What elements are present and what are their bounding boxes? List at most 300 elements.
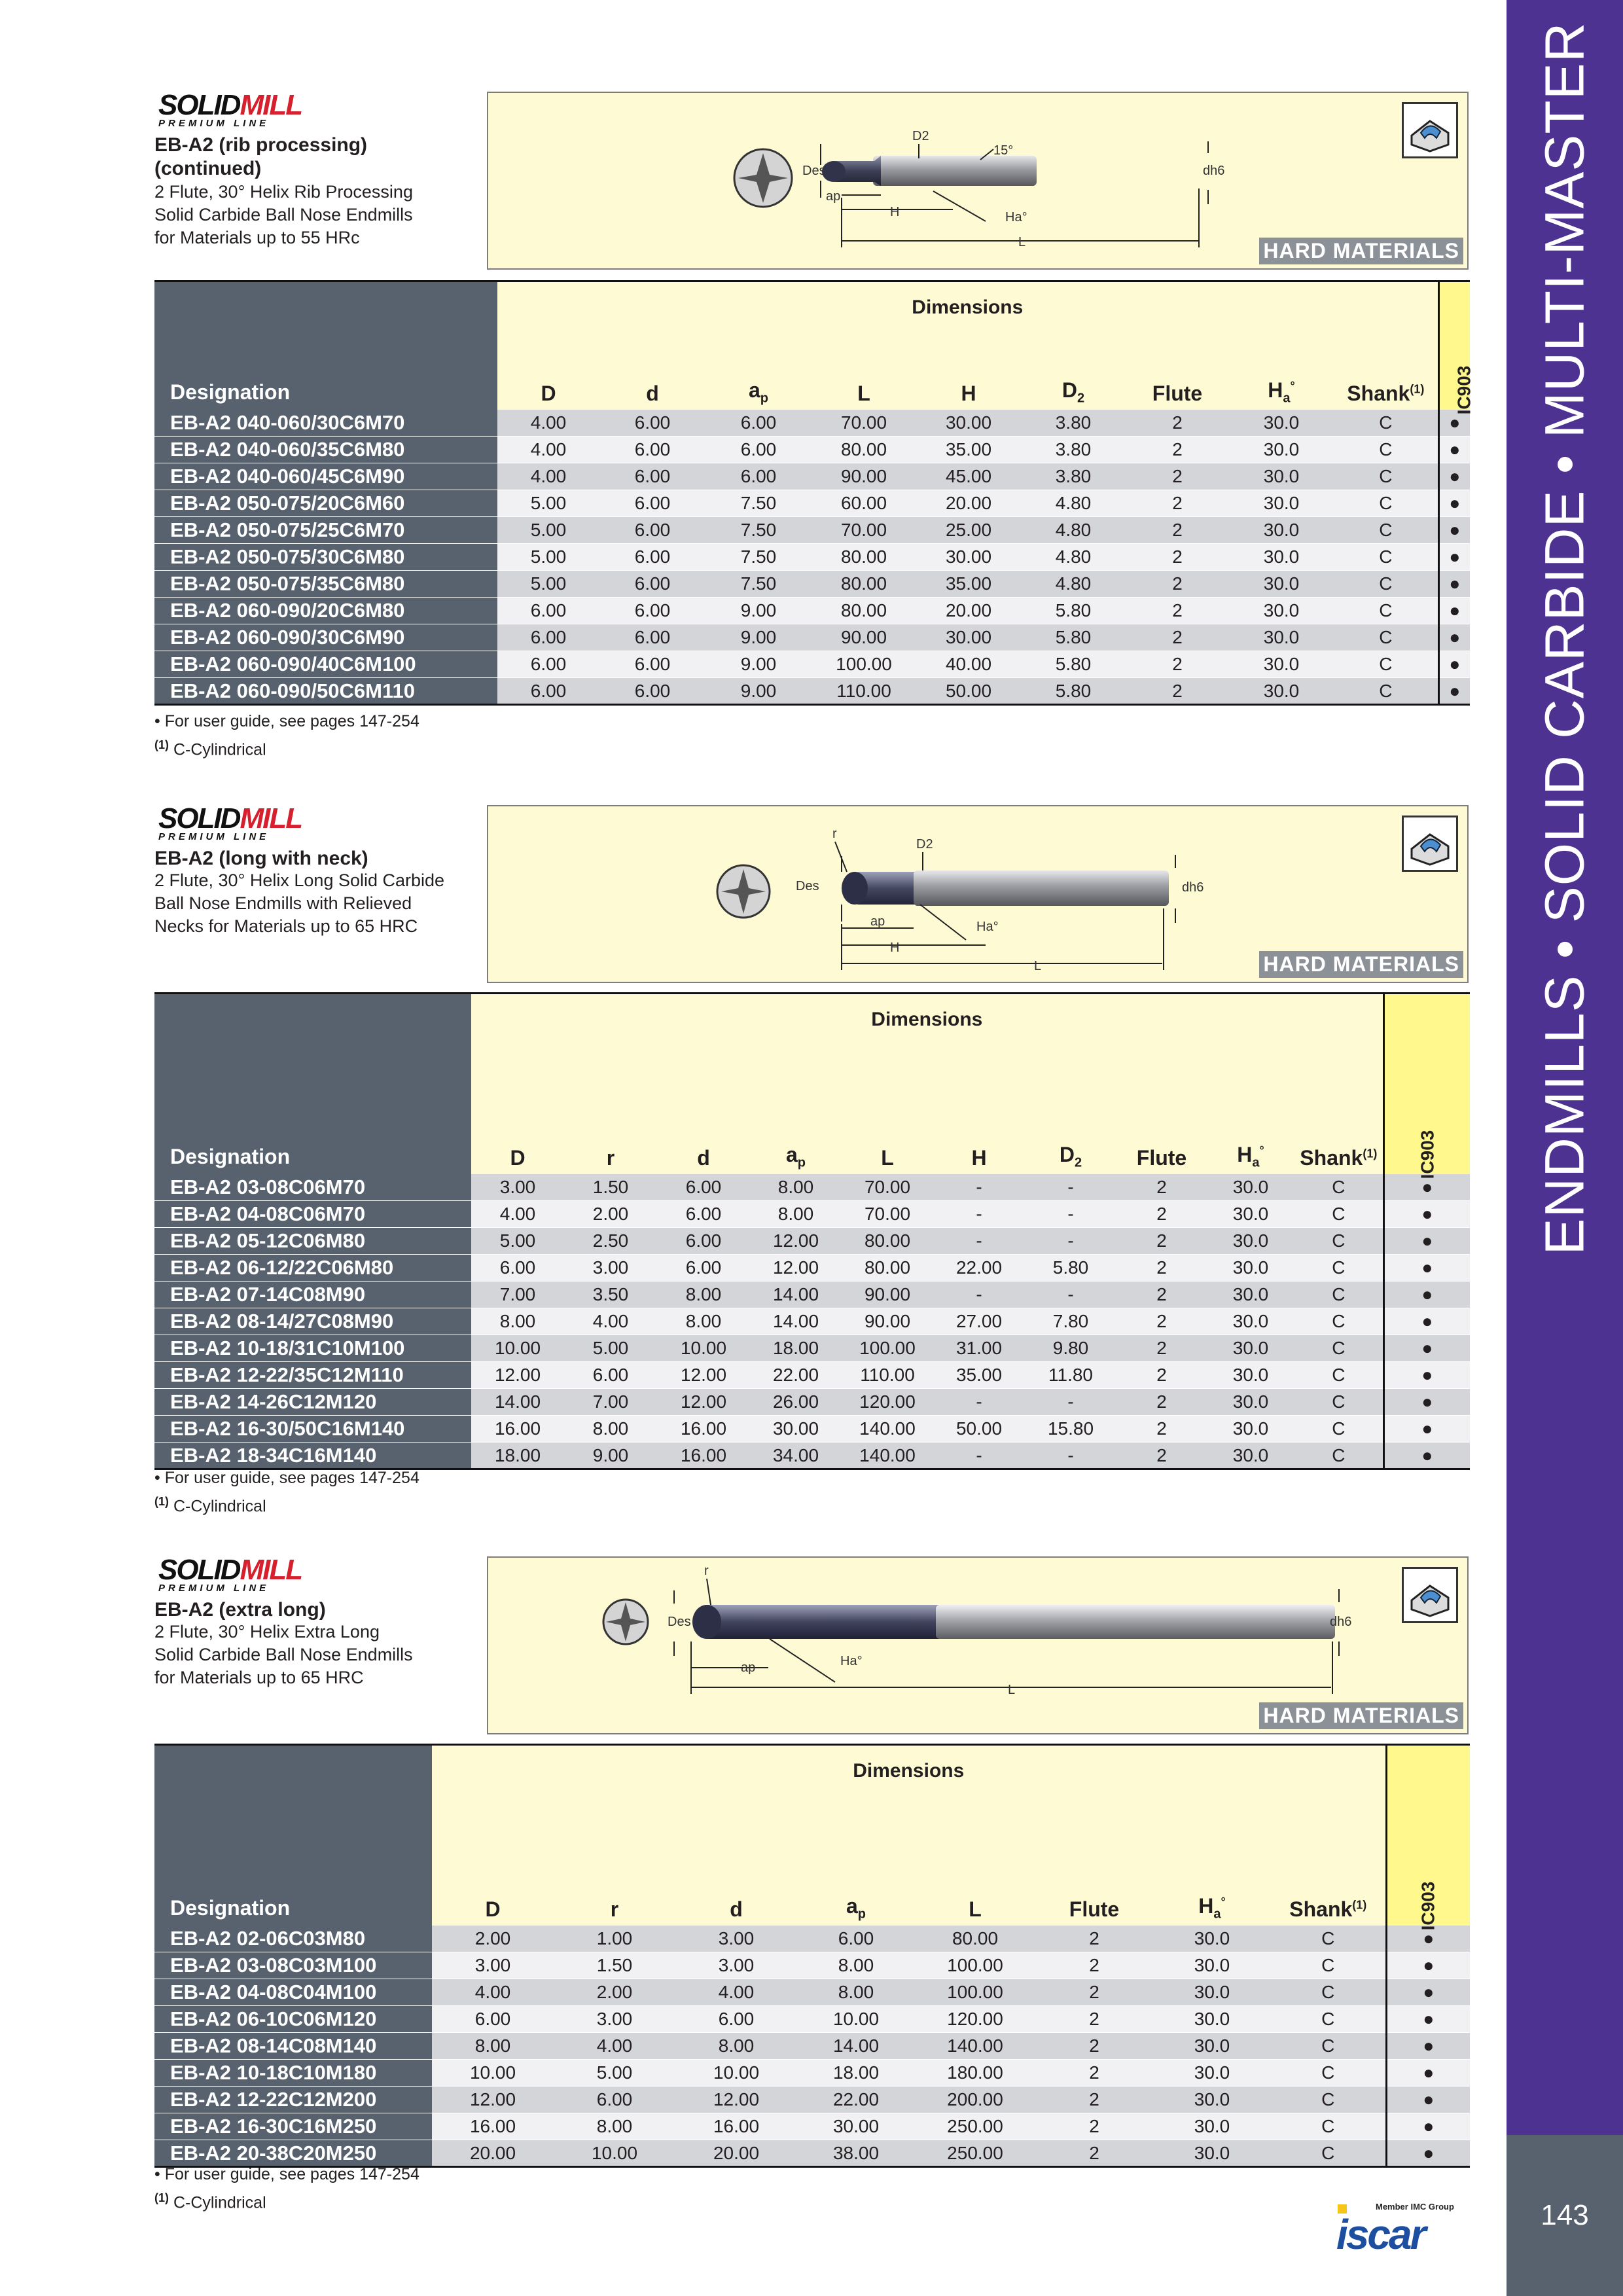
value-cell: 80.00 [812, 598, 916, 624]
value-cell: 14.00 [797, 2033, 915, 2060]
value-cell: 2 [1126, 517, 1229, 544]
value-cell: C [1334, 598, 1438, 624]
grade-availability-cell: ● [1438, 437, 1470, 463]
table-row [154, 1282, 1470, 1308]
value-cell: 9.00 [705, 624, 812, 651]
brand-sub: PREMIUM LINE [158, 118, 270, 129]
designation-cell: EB-A2 060-090/50C6M110 [154, 678, 497, 705]
svg-text:iscar: iscar [1336, 2211, 1425, 2258]
value-cell: 6.00 [599, 410, 705, 437]
designation-cell: EB-A2 040-060/30C6M70 [154, 410, 497, 437]
value-cell: 60.00 [812, 490, 916, 517]
designation-cell: EB-A2 04-08C04M100 [154, 1979, 432, 2006]
grade-availability-cell: ● [1383, 1389, 1470, 1416]
designation-cell: EB-A2 06-10C06M120 [154, 2006, 432, 2033]
dimensions-header: Dimensions [432, 1745, 1386, 1894]
designation-cell: EB-A2 04-08C06M70 [154, 1201, 471, 1228]
value-cell: 110.00 [842, 1362, 933, 1389]
table-row [154, 1228, 1470, 1255]
svg-text:D2: D2 [912, 129, 929, 143]
table-row [154, 410, 1470, 437]
value-cell: 14.00 [750, 1282, 842, 1308]
value-cell: 20.00 [916, 490, 1021, 517]
value-cell: 25.00 [916, 517, 1021, 544]
grade-availability-cell: ● [1438, 544, 1470, 571]
solidmill-logo [154, 89, 331, 132]
tool-diagram [487, 805, 1469, 983]
value-cell: 8.00 [750, 1201, 842, 1228]
value-cell: 30.0 [1229, 598, 1334, 624]
grade-availability-cell: ● [1438, 517, 1470, 544]
value-cell: C [1271, 2087, 1386, 2113]
value-cell: 2.50 [564, 1228, 657, 1255]
value-cell: 2 [1126, 651, 1229, 678]
table-row [154, 1952, 1470, 1979]
hard-materials-label: HARD MATERIALS [1259, 951, 1463, 978]
tool-diagram [487, 1556, 1469, 1734]
table-row [154, 1362, 1470, 1389]
svg-text:D2: D2 [916, 837, 933, 852]
column-header: Flute [1126, 378, 1229, 410]
value-cell: 250.00 [915, 2140, 1035, 2167]
value-cell: 90.00 [812, 463, 916, 490]
value-cell: 4.00 [497, 437, 599, 463]
designation-cell: EB-A2 18-34C16M140 [154, 1443, 471, 1469]
value-cell: 3.80 [1021, 410, 1126, 437]
designation-cell: EB-A2 03-08C03M100 [154, 1952, 432, 1979]
column-header: r [564, 1143, 657, 1174]
hard-material-icon [1402, 102, 1458, 158]
value-cell: 7.00 [564, 1389, 657, 1416]
grade-availability-cell: ● [1438, 678, 1470, 705]
value-cell: C [1294, 1308, 1383, 1335]
svg-text:L: L [1008, 1683, 1016, 1697]
value-cell: 30.0 [1153, 2033, 1271, 2060]
value-cell: 9.00 [564, 1443, 657, 1469]
value-cell: 9.00 [705, 598, 812, 624]
value-cell: 30.0 [1229, 463, 1334, 490]
value-cell: - [933, 1174, 1025, 1201]
value-cell: 31.00 [933, 1335, 1025, 1362]
value-cell: 20.00 [432, 2140, 554, 2167]
shank-note: $^{(1)}$ C-Cylindrical [154, 738, 266, 759]
value-cell: 6.00 [797, 1926, 915, 1952]
svg-text:Ha°: Ha° [840, 1654, 863, 1668]
grade-availability-cell: ● [1383, 1362, 1470, 1389]
value-cell: 6.00 [599, 598, 705, 624]
value-cell: 30.0 [1153, 1952, 1271, 1979]
value-cell: 140.00 [842, 1443, 933, 1469]
grade-availability-cell: ● [1386, 1979, 1470, 2006]
section-rib-processing [154, 89, 1474, 759]
value-cell: 6.00 [599, 651, 705, 678]
value-cell: 30.0 [1229, 544, 1334, 571]
value-cell: 7.80 [1025, 1308, 1116, 1335]
table-row [154, 1926, 1470, 1952]
value-cell: 34.00 [750, 1443, 842, 1469]
designation-cell: EB-A2 06-12/22C06M80 [154, 1255, 471, 1282]
value-cell: 7.50 [705, 544, 812, 571]
value-cell: 6.00 [705, 410, 812, 437]
table-row [154, 2113, 1470, 2140]
column-header: Shank$^{(1)}$ [1334, 378, 1438, 410]
page-number-box [1507, 2135, 1623, 2296]
value-cell: 30.0 [1153, 2140, 1271, 2167]
grade-availability-cell: ● [1383, 1174, 1470, 1201]
value-cell: 12.00 [657, 1389, 750, 1416]
product-title: EB-A2 (rib processing) (continued) [154, 134, 368, 179]
column-header: D [432, 1894, 554, 1926]
table-row [154, 1979, 1470, 2006]
value-cell: 30.0 [1207, 1174, 1294, 1201]
grade-availability-cell: ● [1438, 651, 1470, 678]
value-cell: 8.00 [750, 1174, 842, 1201]
sidebar-title-box [1507, 0, 1623, 1276]
value-cell: - [1025, 1174, 1116, 1201]
svg-text:dh6: dh6 [1330, 1615, 1352, 1629]
column-header: r [554, 1894, 675, 1926]
table-row [154, 1416, 1470, 1443]
value-cell: 2 [1116, 1282, 1207, 1308]
value-cell: 30.0 [1207, 1335, 1294, 1362]
value-cell: 2 [1035, 2033, 1153, 2060]
value-cell: C [1334, 678, 1438, 705]
designation-cell: EB-A2 08-14C08M140 [154, 2033, 432, 2060]
value-cell: - [1025, 1201, 1116, 1228]
value-cell: 5.80 [1021, 678, 1126, 705]
value-cell: 80.00 [812, 437, 916, 463]
value-cell: 3.80 [1021, 437, 1126, 463]
table-row [154, 1389, 1470, 1416]
value-cell: 2.00 [564, 1201, 657, 1228]
value-cell: C [1334, 544, 1438, 571]
grade-availability-cell: ● [1383, 1282, 1470, 1308]
value-cell: 2 [1035, 1952, 1153, 1979]
value-cell: 10.00 [471, 1335, 564, 1362]
value-cell: 4.00 [471, 1201, 564, 1228]
brand-main: SOLIDMILL [158, 1554, 302, 1586]
value-cell: 35.00 [933, 1362, 1025, 1389]
value-cell: 38.00 [797, 2140, 915, 2167]
value-cell: 2.00 [554, 1979, 675, 2006]
value-cell: 2 [1116, 1416, 1207, 1443]
value-cell: 2 [1116, 1174, 1207, 1201]
value-cell: 6.00 [657, 1228, 750, 1255]
product-description: 2 Flute, 30° Helix Rib Processing Solid Carbide Ball Nose Endmills for Materials up to 55 HRc [154, 182, 413, 247]
value-cell: 80.00 [915, 1926, 1035, 1952]
value-cell: 5.00 [497, 517, 599, 544]
svg-text:Ha°: Ha° [1005, 210, 1027, 224]
designation-cell: EB-A2 050-075/20C6M60 [154, 490, 497, 517]
user-guide-note: • For user guide, see pages 147-254 [154, 2165, 419, 2183]
value-cell: 100.00 [842, 1335, 933, 1362]
product-description: 2 Flute, 30° Helix Extra Long Solid Carbide Ball Nose Endmills for Materials up to 65 HRC [154, 1622, 413, 1687]
column-header: $H_a^\circ$ [1153, 1894, 1271, 1926]
value-cell: 16.00 [432, 2113, 554, 2140]
value-cell: 8.00 [432, 2033, 554, 2060]
table-row [154, 2033, 1470, 2060]
value-cell: 5.00 [554, 2060, 675, 2087]
brand-sub: PREMIUM LINE [158, 831, 270, 842]
product-title: EB-A2 (long with neck) [154, 848, 368, 869]
table-body [154, 410, 1470, 705]
value-cell: 22.00 [750, 1362, 842, 1389]
column-header: d [675, 1894, 797, 1926]
table-body [154, 1926, 1470, 2167]
value-cell: 12.00 [750, 1255, 842, 1282]
value-cell: 8.00 [675, 2033, 797, 2060]
value-cell: 90.00 [842, 1308, 933, 1335]
value-cell: 12.00 [675, 2087, 797, 2113]
dimensions-header: Dimensions [497, 281, 1438, 378]
value-cell: 30.0 [1207, 1282, 1294, 1308]
designation-cell: EB-A2 060-090/40C6M100 [154, 651, 497, 678]
value-cell: 2 [1126, 410, 1229, 437]
svg-text:r: r [832, 827, 837, 841]
grade-availability-cell: ● [1438, 410, 1470, 437]
value-cell: 22.00 [797, 2087, 915, 2113]
value-cell: 6.00 [497, 598, 599, 624]
designation-cell: EB-A2 16-30C16M250 [154, 2113, 432, 2140]
value-cell: 45.00 [916, 463, 1021, 490]
value-cell: 2 [1035, 2060, 1153, 2087]
designation-cell: EB-A2 07-14C08M90 [154, 1282, 471, 1308]
table-row [154, 1335, 1470, 1362]
grade-availability-cell: ● [1386, 2087, 1470, 2113]
shank-note: $^{(1)}$ C-Cylindrical [154, 1495, 266, 1516]
value-cell: 2 [1116, 1228, 1207, 1255]
grade-availability-cell: ● [1383, 1443, 1470, 1469]
value-cell: C [1271, 1979, 1386, 2006]
designation-cell: EB-A2 040-060/35C6M80 [154, 437, 497, 463]
value-cell: 7.50 [705, 490, 812, 517]
value-cell: 30.0 [1153, 2087, 1271, 2113]
value-cell: 2 [1116, 1389, 1207, 1416]
value-cell: 5.00 [497, 544, 599, 571]
designation-header: Designation [154, 281, 497, 410]
value-cell: 70.00 [842, 1174, 933, 1201]
svg-text:H: H [890, 941, 900, 955]
column-header: D [497, 378, 599, 410]
value-cell: 6.00 [599, 624, 705, 651]
value-cell: 6.00 [497, 651, 599, 678]
value-cell: 90.00 [812, 624, 916, 651]
designation-cell: EB-A2 050-075/25C6M70 [154, 517, 497, 544]
value-cell: 100.00 [812, 651, 916, 678]
value-cell: 2 [1116, 1335, 1207, 1362]
value-cell: 30.0 [1229, 571, 1334, 598]
value-cell: 18.00 [471, 1443, 564, 1469]
value-cell: 30.00 [797, 2113, 915, 2140]
value-cell: 2 [1035, 1979, 1153, 2006]
value-cell: C [1334, 463, 1438, 490]
value-cell: 30.00 [916, 410, 1021, 437]
value-cell: 30.0 [1153, 1979, 1271, 2006]
designation-cell: EB-A2 12-22C12M200 [154, 2087, 432, 2113]
value-cell: 22.00 [933, 1255, 1025, 1282]
designation-cell: EB-A2 050-075/30C6M80 [154, 544, 497, 571]
grade-availability-cell: ● [1383, 1335, 1470, 1362]
column-header: $a_p$ [797, 1894, 915, 1926]
value-cell: 6.00 [657, 1201, 750, 1228]
value-cell: 9.00 [705, 678, 812, 705]
column-header: $D_2$ [1025, 1143, 1116, 1174]
value-cell: 6.00 [705, 437, 812, 463]
value-cell: 30.0 [1153, 2006, 1271, 2033]
value-cell: 30.0 [1207, 1228, 1294, 1255]
value-cell: 3.00 [675, 1926, 797, 1952]
value-cell: 4.80 [1021, 544, 1126, 571]
value-cell: 3.00 [675, 1952, 797, 1979]
designation-cell: EB-A2 02-06C03M80 [154, 1926, 432, 1952]
value-cell: 1.00 [554, 1926, 675, 1952]
value-cell: 20.00 [675, 2140, 797, 2167]
grade-availability-cell: ● [1386, 1926, 1470, 1952]
value-cell: C [1294, 1228, 1383, 1255]
value-cell: - [933, 1228, 1025, 1255]
value-cell: 100.00 [915, 1979, 1035, 2006]
table-row [154, 1255, 1470, 1282]
value-cell: C [1294, 1174, 1383, 1201]
value-cell: 80.00 [812, 571, 916, 598]
value-cell: 30.0 [1207, 1389, 1294, 1416]
value-cell: 6.00 [675, 2006, 797, 2033]
value-cell: 2 [1126, 463, 1229, 490]
value-cell: 140.00 [842, 1416, 933, 1443]
svg-text:ap: ap [741, 1660, 756, 1675]
column-header: L [915, 1894, 1035, 1926]
footnotes [154, 1466, 419, 1518]
value-cell: 30.0 [1207, 1416, 1294, 1443]
value-cell: 16.00 [471, 1416, 564, 1443]
designation-cell: EB-A2 05-12C06M80 [154, 1228, 471, 1255]
value-cell: 2.00 [432, 1926, 554, 1952]
value-cell: 30.0 [1229, 651, 1334, 678]
value-cell: 2 [1035, 2006, 1153, 2033]
value-cell: 30.0 [1207, 1201, 1294, 1228]
column-header: H [916, 378, 1021, 410]
value-cell: 6.00 [432, 2006, 554, 2033]
value-cell: 6.00 [599, 517, 705, 544]
designation-cell: EB-A2 10-18/31C10M100 [154, 1335, 471, 1362]
column-header: L [842, 1143, 933, 1174]
value-cell: 12.00 [657, 1362, 750, 1389]
value-cell: 4.00 [497, 410, 599, 437]
value-cell: C [1294, 1389, 1383, 1416]
solidmill-logo [154, 1556, 331, 1597]
value-cell: 4.80 [1021, 490, 1126, 517]
value-cell: 10.00 [797, 2006, 915, 2033]
value-cell: 27.00 [933, 1308, 1025, 1335]
value-cell: C [1294, 1255, 1383, 1282]
column-header: $D_2$ [1021, 378, 1126, 410]
value-cell: 5.80 [1021, 624, 1126, 651]
value-cell: 120.00 [915, 2006, 1035, 2033]
table-row [154, 1308, 1470, 1335]
svg-text:ap: ap [870, 914, 885, 929]
value-cell: C [1334, 517, 1438, 544]
column-header: Shank$^{(1)}$ [1271, 1894, 1386, 1926]
solidmill-logo [154, 802, 331, 846]
table-row [154, 598, 1470, 624]
table-row [154, 544, 1470, 571]
value-cell: 9.80 [1025, 1335, 1116, 1362]
value-cell: 4.00 [675, 1979, 797, 2006]
value-cell: C [1294, 1443, 1383, 1469]
svg-text:Des: Des [802, 164, 826, 178]
value-cell: 2 [1116, 1362, 1207, 1389]
value-cell: 6.00 [564, 1362, 657, 1389]
value-cell: - [933, 1282, 1025, 1308]
grade-availability-cell: ● [1383, 1228, 1470, 1255]
value-cell: 14.00 [471, 1389, 564, 1416]
value-cell: 110.00 [812, 678, 916, 705]
designation-cell: EB-A2 060-090/20C6M80 [154, 598, 497, 624]
product-title: EB-A2 (extra long) [154, 1599, 326, 1621]
designation-cell: EB-A2 10-18C10M180 [154, 2060, 432, 2087]
column-header: d [599, 378, 705, 410]
svg-text:dh6: dh6 [1203, 164, 1225, 178]
value-cell: 7.50 [705, 571, 812, 598]
value-cell: 2 [1116, 1255, 1207, 1282]
value-cell: 8.00 [564, 1416, 657, 1443]
value-cell: 18.00 [750, 1335, 842, 1362]
grade-header: IC903 [1386, 1745, 1470, 1926]
value-cell: 3.00 [471, 1174, 564, 1201]
value-cell: C [1271, 1952, 1386, 1979]
table-row [154, 651, 1470, 678]
table-row [154, 1174, 1470, 1201]
value-cell: 8.00 [797, 1979, 915, 2006]
value-cell: 30.0 [1153, 2060, 1271, 2087]
designation-cell: EB-A2 14-26C12M120 [154, 1389, 471, 1416]
svg-text:Ha°: Ha° [976, 920, 999, 934]
value-cell: 90.00 [842, 1282, 933, 1308]
value-cell: C [1271, 2113, 1386, 2140]
value-cell: 4.00 [564, 1308, 657, 1335]
svg-text:Des: Des [668, 1615, 691, 1629]
value-cell: 20.00 [916, 598, 1021, 624]
value-cell: 6.00 [497, 678, 599, 705]
svg-text:r: r [704, 1564, 709, 1578]
value-cell: - [933, 1201, 1025, 1228]
grade-availability-cell: ● [1386, 2006, 1470, 2033]
value-cell: 2 [1126, 544, 1229, 571]
grade-availability-cell: ● [1386, 2113, 1470, 2140]
designation-cell: EB-A2 20-38C20M250 [154, 2140, 432, 2167]
value-cell: 6.00 [554, 2087, 675, 2113]
value-cell: 30.0 [1207, 1308, 1294, 1335]
value-cell: 35.00 [916, 437, 1021, 463]
value-cell: 5.80 [1025, 1255, 1116, 1282]
value-cell: 180.00 [915, 2060, 1035, 2087]
value-cell: 9.00 [705, 651, 812, 678]
value-cell: C [1334, 571, 1438, 598]
table-row [154, 437, 1470, 463]
value-cell: 2 [1116, 1201, 1207, 1228]
value-cell: 3.00 [564, 1255, 657, 1282]
value-cell: C [1294, 1362, 1383, 1389]
value-cell: C [1334, 651, 1438, 678]
designation-cell: EB-A2 040-060/45C6M90 [154, 463, 497, 490]
shank-note: $^{(1)}$ C-Cylindrical [154, 2191, 266, 2212]
svg-text:15°: 15° [993, 143, 1014, 158]
value-cell: 10.00 [657, 1335, 750, 1362]
value-cell: 18.00 [797, 2060, 915, 2087]
value-cell: 30.0 [1207, 1362, 1294, 1389]
svg-text:Member IMC Group: Member IMC Group [1376, 2202, 1454, 2212]
column-header: $a_p$ [750, 1143, 842, 1174]
